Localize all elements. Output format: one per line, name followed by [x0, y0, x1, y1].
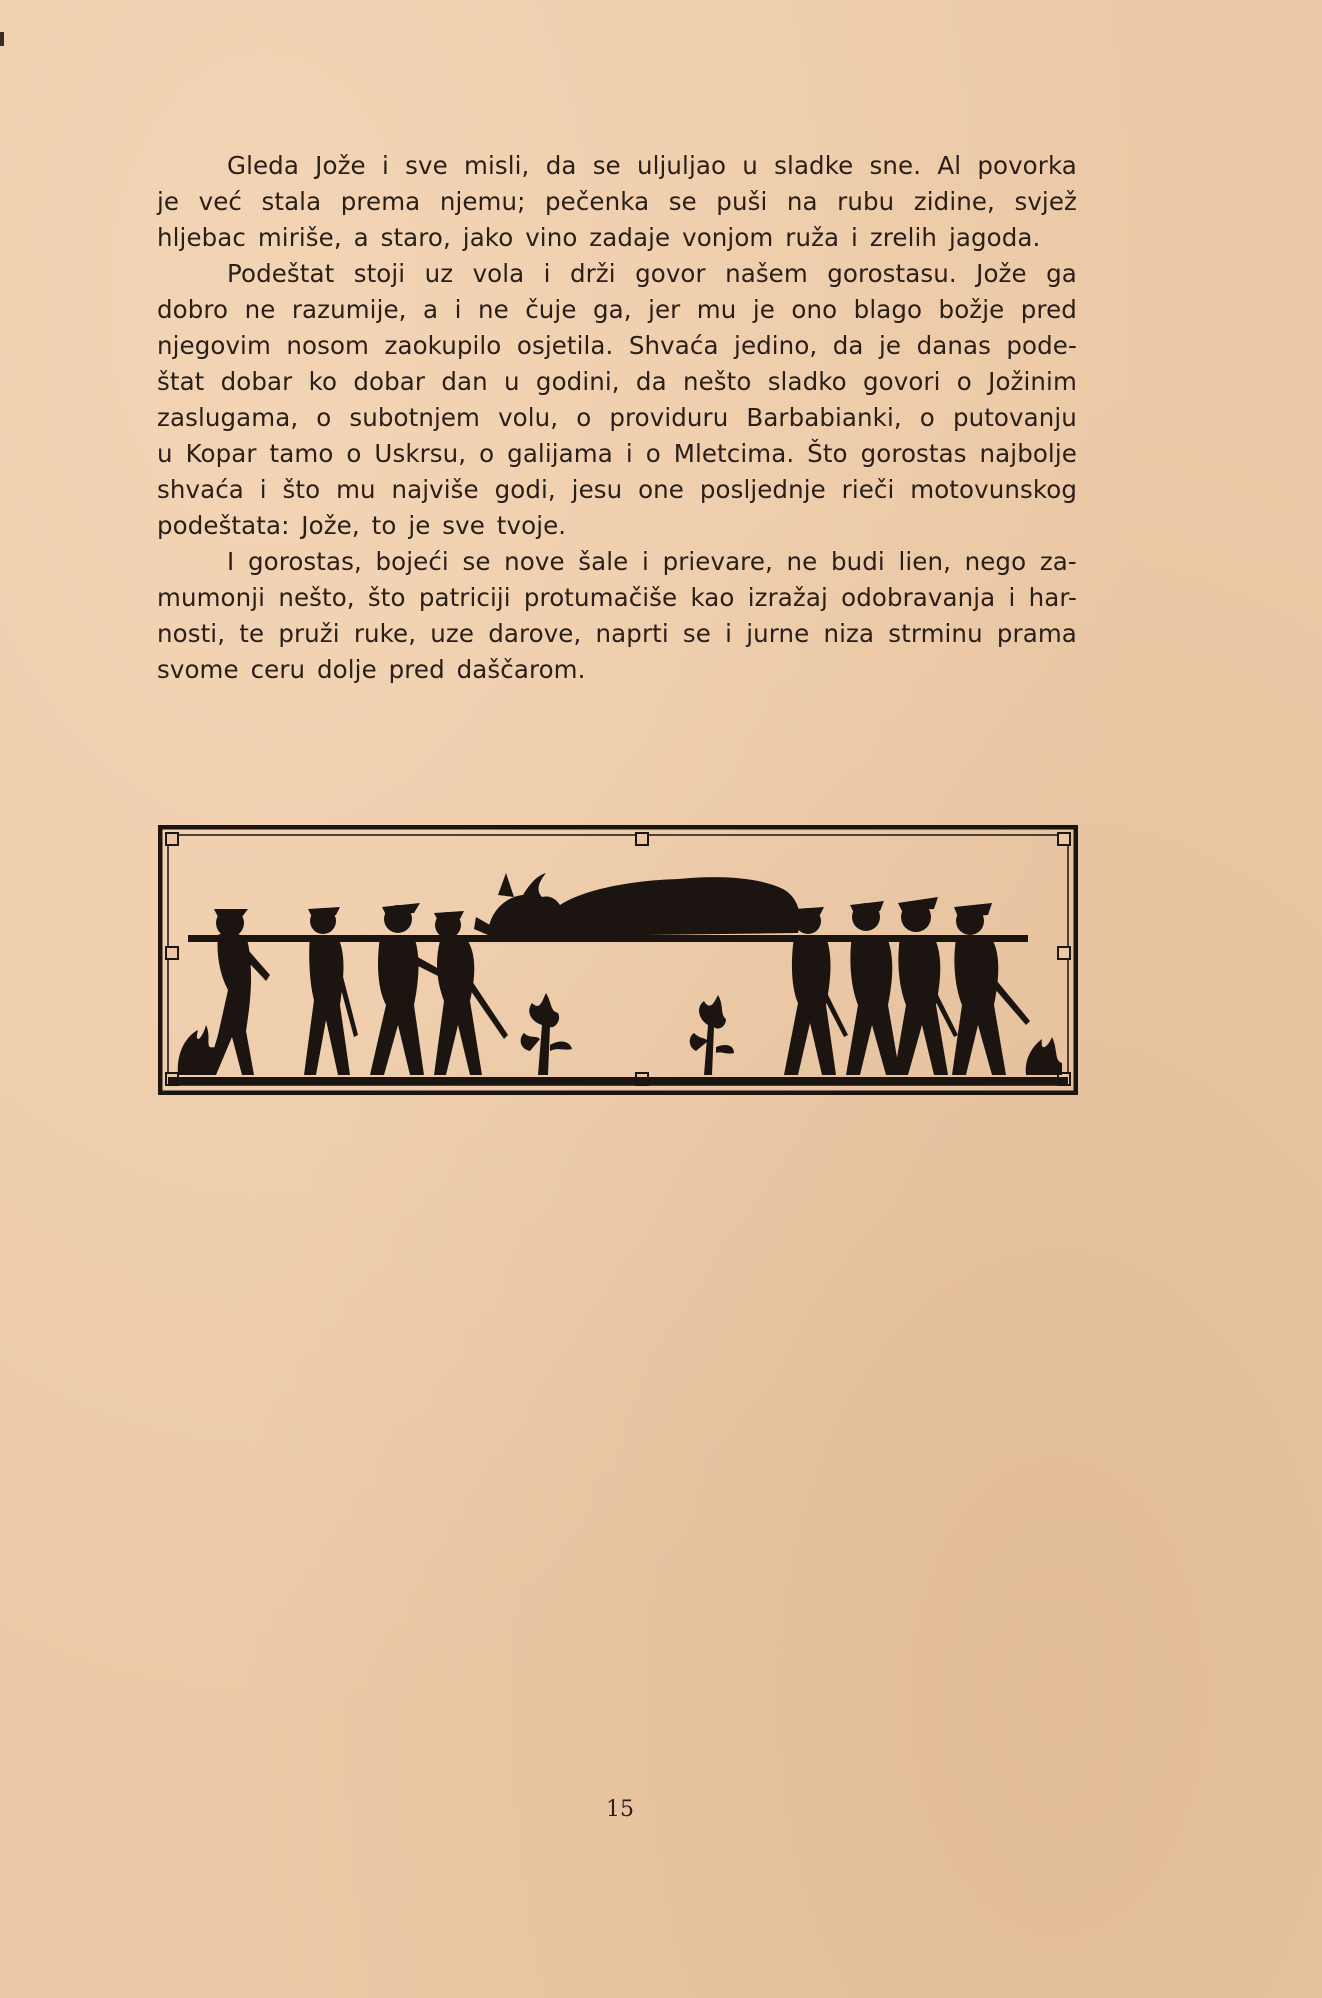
text-line: I gorostas, bojeći se nove šale i prievare, ne budi lien, nego za- [227, 547, 1077, 576]
procession-silhouette-image [158, 825, 1078, 1095]
text-line: mumonji nešto, što patriciji protumačiše kao izražaj odobravanja i har- [157, 583, 1077, 612]
silhouette-illustration [158, 825, 1078, 1095]
text-line: dobro ne razumije, a i ne čuje ga, jer mu je ono blago božje pred [157, 295, 1077, 324]
text-line: zaslugama, o subotnjem volu, o providuru Barbabianki, o putovanju [157, 403, 1077, 432]
text-line: u Kopar tamo o Uskrsu, o galijama i o Mletcima. Što gorostas najbolje [157, 439, 1077, 468]
text-line: njegovim nosom zaokupilo osjetila. Shvaća jedino, da je danas pode- [157, 331, 1077, 360]
text-line: svome ceru dolje pred daščarom. [157, 655, 586, 684]
text-line: podeštata: Jože, to je sve tvoje. [157, 511, 567, 540]
text-line: hljebac miriše, a staro, jako vino zadaje vonjom ruža i zrelih jagoda. [157, 223, 1041, 252]
margin-mark [0, 32, 4, 46]
text-line: štat dobar ko dobar dan u godini, da nešto sladko govori o Jožinim [157, 367, 1077, 396]
text-line: Gleda Jože i sve misli, da se uljuljao u sladke sne. Al povorka [227, 151, 1077, 180]
text-line: nosti, te pruži ruke, uze darove, naprti se i jurne niza strminu prama [157, 619, 1077, 648]
body-text [157, 148, 1077, 688]
text-line: shvaća i što mu najviše godi, jesu one posljednje rieči motovunskog [157, 475, 1077, 504]
text-line: Podeštat stoji uz vola i drži govor našem gorostasu. Jože ga [227, 259, 1077, 288]
page-number: 15 [606, 1797, 634, 1822]
text-line: je već stala prema njemu; pečenka se puši na rubu zidine, svjež [157, 187, 1077, 216]
